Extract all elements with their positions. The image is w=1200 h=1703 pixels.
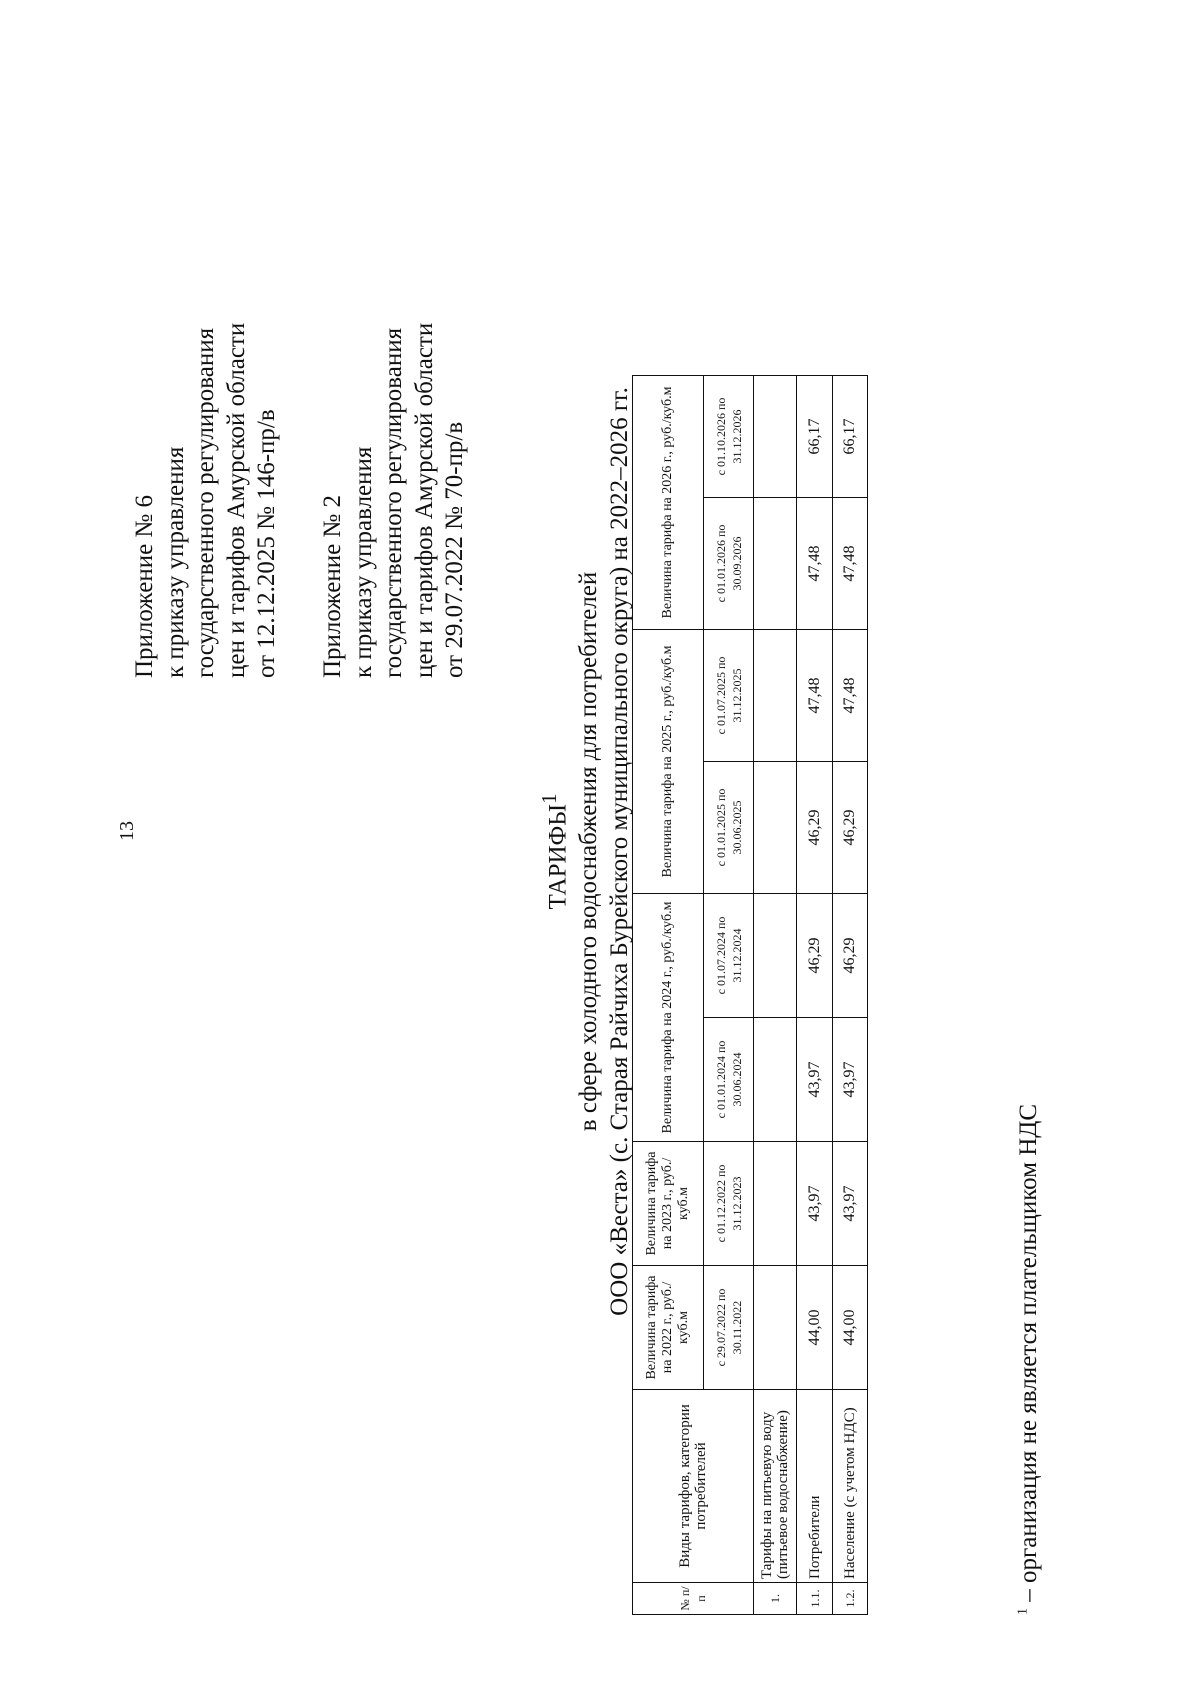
row-name: Потребители: [797, 1390, 833, 1583]
annex-current-line: государственного регулирования: [192, 327, 219, 678]
annex-current: [130, 323, 283, 678]
footnote: [1015, 1104, 1043, 1615]
footnote-text: – организация не является плательщиком НДС: [1015, 1103, 1042, 1608]
header-period: с 01.07.2024 по 31.12.2024: [704, 894, 754, 1018]
annex-previous-line: государственного регулирования: [380, 327, 407, 678]
row-value: 47,48: [797, 630, 833, 762]
annex-previous: [318, 323, 471, 678]
row-value: 44,00: [797, 1266, 833, 1390]
row-value: 43,97: [833, 1018, 868, 1142]
tariff-table: [632, 375, 868, 1615]
header-period: с 01.07.2025 по 31.12.2025: [704, 630, 754, 762]
footnote-mark: 1: [1015, 1608, 1031, 1615]
row-name: Тарифы на питьевую воду (питьевое водоснабжение): [754, 1390, 797, 1583]
row-value: 47,48: [833, 498, 868, 630]
table-row: [833, 376, 868, 1615]
row-value: 43,97: [797, 1142, 833, 1266]
row-value: [754, 762, 797, 894]
header-period: с 01.01.2024 по 30.06.2024: [704, 1018, 754, 1142]
row-value: [754, 1142, 797, 1266]
title-line-3: ООО «Веста» (с. Старая Райчиха Бурейского муниципального округа) на 2022–2026 гг.: [606, 387, 634, 1316]
title-heading: [534, 150, 573, 1553]
table-row: [797, 376, 833, 1615]
annex-previous-line: Приложение № 2: [319, 494, 346, 678]
row-value: 46,29: [797, 894, 833, 1018]
header-period: с 01.01.2025 по 30.06.2025: [704, 762, 754, 894]
title-heading-text: ТАРИФЫ: [544, 803, 572, 910]
table-row: [754, 376, 797, 1615]
row-value: 43,97: [797, 1018, 833, 1142]
document-title: [534, 150, 635, 1553]
row-value: 44,00: [833, 1266, 868, 1390]
row-value: 66,17: [833, 376, 868, 498]
page-number: 13: [116, 821, 138, 841]
header-period: с 01.12.2022 по 31.12.2023: [704, 1142, 754, 1266]
title-footnote-mark: 1: [537, 793, 561, 804]
annex-previous-line: цен и тарифов Амурской области: [410, 322, 438, 678]
row-name: Население (с учетом НДС): [833, 1390, 868, 1583]
row-value: 66,17: [797, 376, 833, 498]
row-value: [754, 1266, 797, 1390]
annex-current-line: к приказу управления: [161, 446, 189, 678]
header-period: с 01.01.2026 по 30.09.2026: [704, 498, 754, 630]
row-value: 46,29: [797, 762, 833, 894]
header-num: № п/п: [633, 1583, 754, 1615]
row-num: 1.: [754, 1583, 797, 1615]
annex-current-line: Приложение № 6: [131, 494, 158, 678]
row-value: 47,48: [797, 498, 833, 630]
row-value: [754, 894, 797, 1018]
header-period: с 29.07.2022 по 30.11.2022: [704, 1266, 754, 1390]
header-type: Виды тарифов, категории потребителей: [633, 1390, 754, 1583]
header-year-2023: Величина тарифа на 2023 г., руб./куб.м: [633, 1142, 704, 1266]
row-value: [754, 630, 797, 762]
row-num: 1.2.: [833, 1583, 868, 1615]
annex-previous-line: к приказу управления: [349, 446, 377, 678]
row-value: [754, 498, 797, 630]
row-value: [754, 1018, 797, 1142]
header-period: с 01.10.2026 по 31.12.2026: [704, 376, 754, 498]
row-value: [754, 376, 797, 498]
row-value: 47,48: [833, 630, 868, 762]
row-value: 43,97: [833, 1142, 868, 1266]
title-line-2: в сфере холодного водоснабжения для потребителей: [575, 571, 603, 1132]
header-year-2025: Величина тарифа на 2025 г., руб./куб.м: [633, 630, 704, 894]
header-year-2024: Величина тарифа на 2024 г., руб./куб.м: [633, 894, 704, 1142]
annex-current-line: цен и тарифов Амурской области: [222, 322, 250, 678]
header-year-2022: Величина тарифа на 2022 г., руб./куб.м: [633, 1266, 704, 1390]
annex-previous-line: от 29.07.2022 № 70-пр/в: [441, 421, 468, 678]
annex-current-line: от 12.12.2025 № 146-пр/в: [253, 409, 280, 678]
row-num: 1.1.: [797, 1583, 833, 1615]
header-year-2026: Величина тарифа на 2026 г., руб./куб.м: [633, 376, 704, 630]
row-value: 46,29: [833, 894, 868, 1018]
row-value: 46,29: [833, 762, 868, 894]
